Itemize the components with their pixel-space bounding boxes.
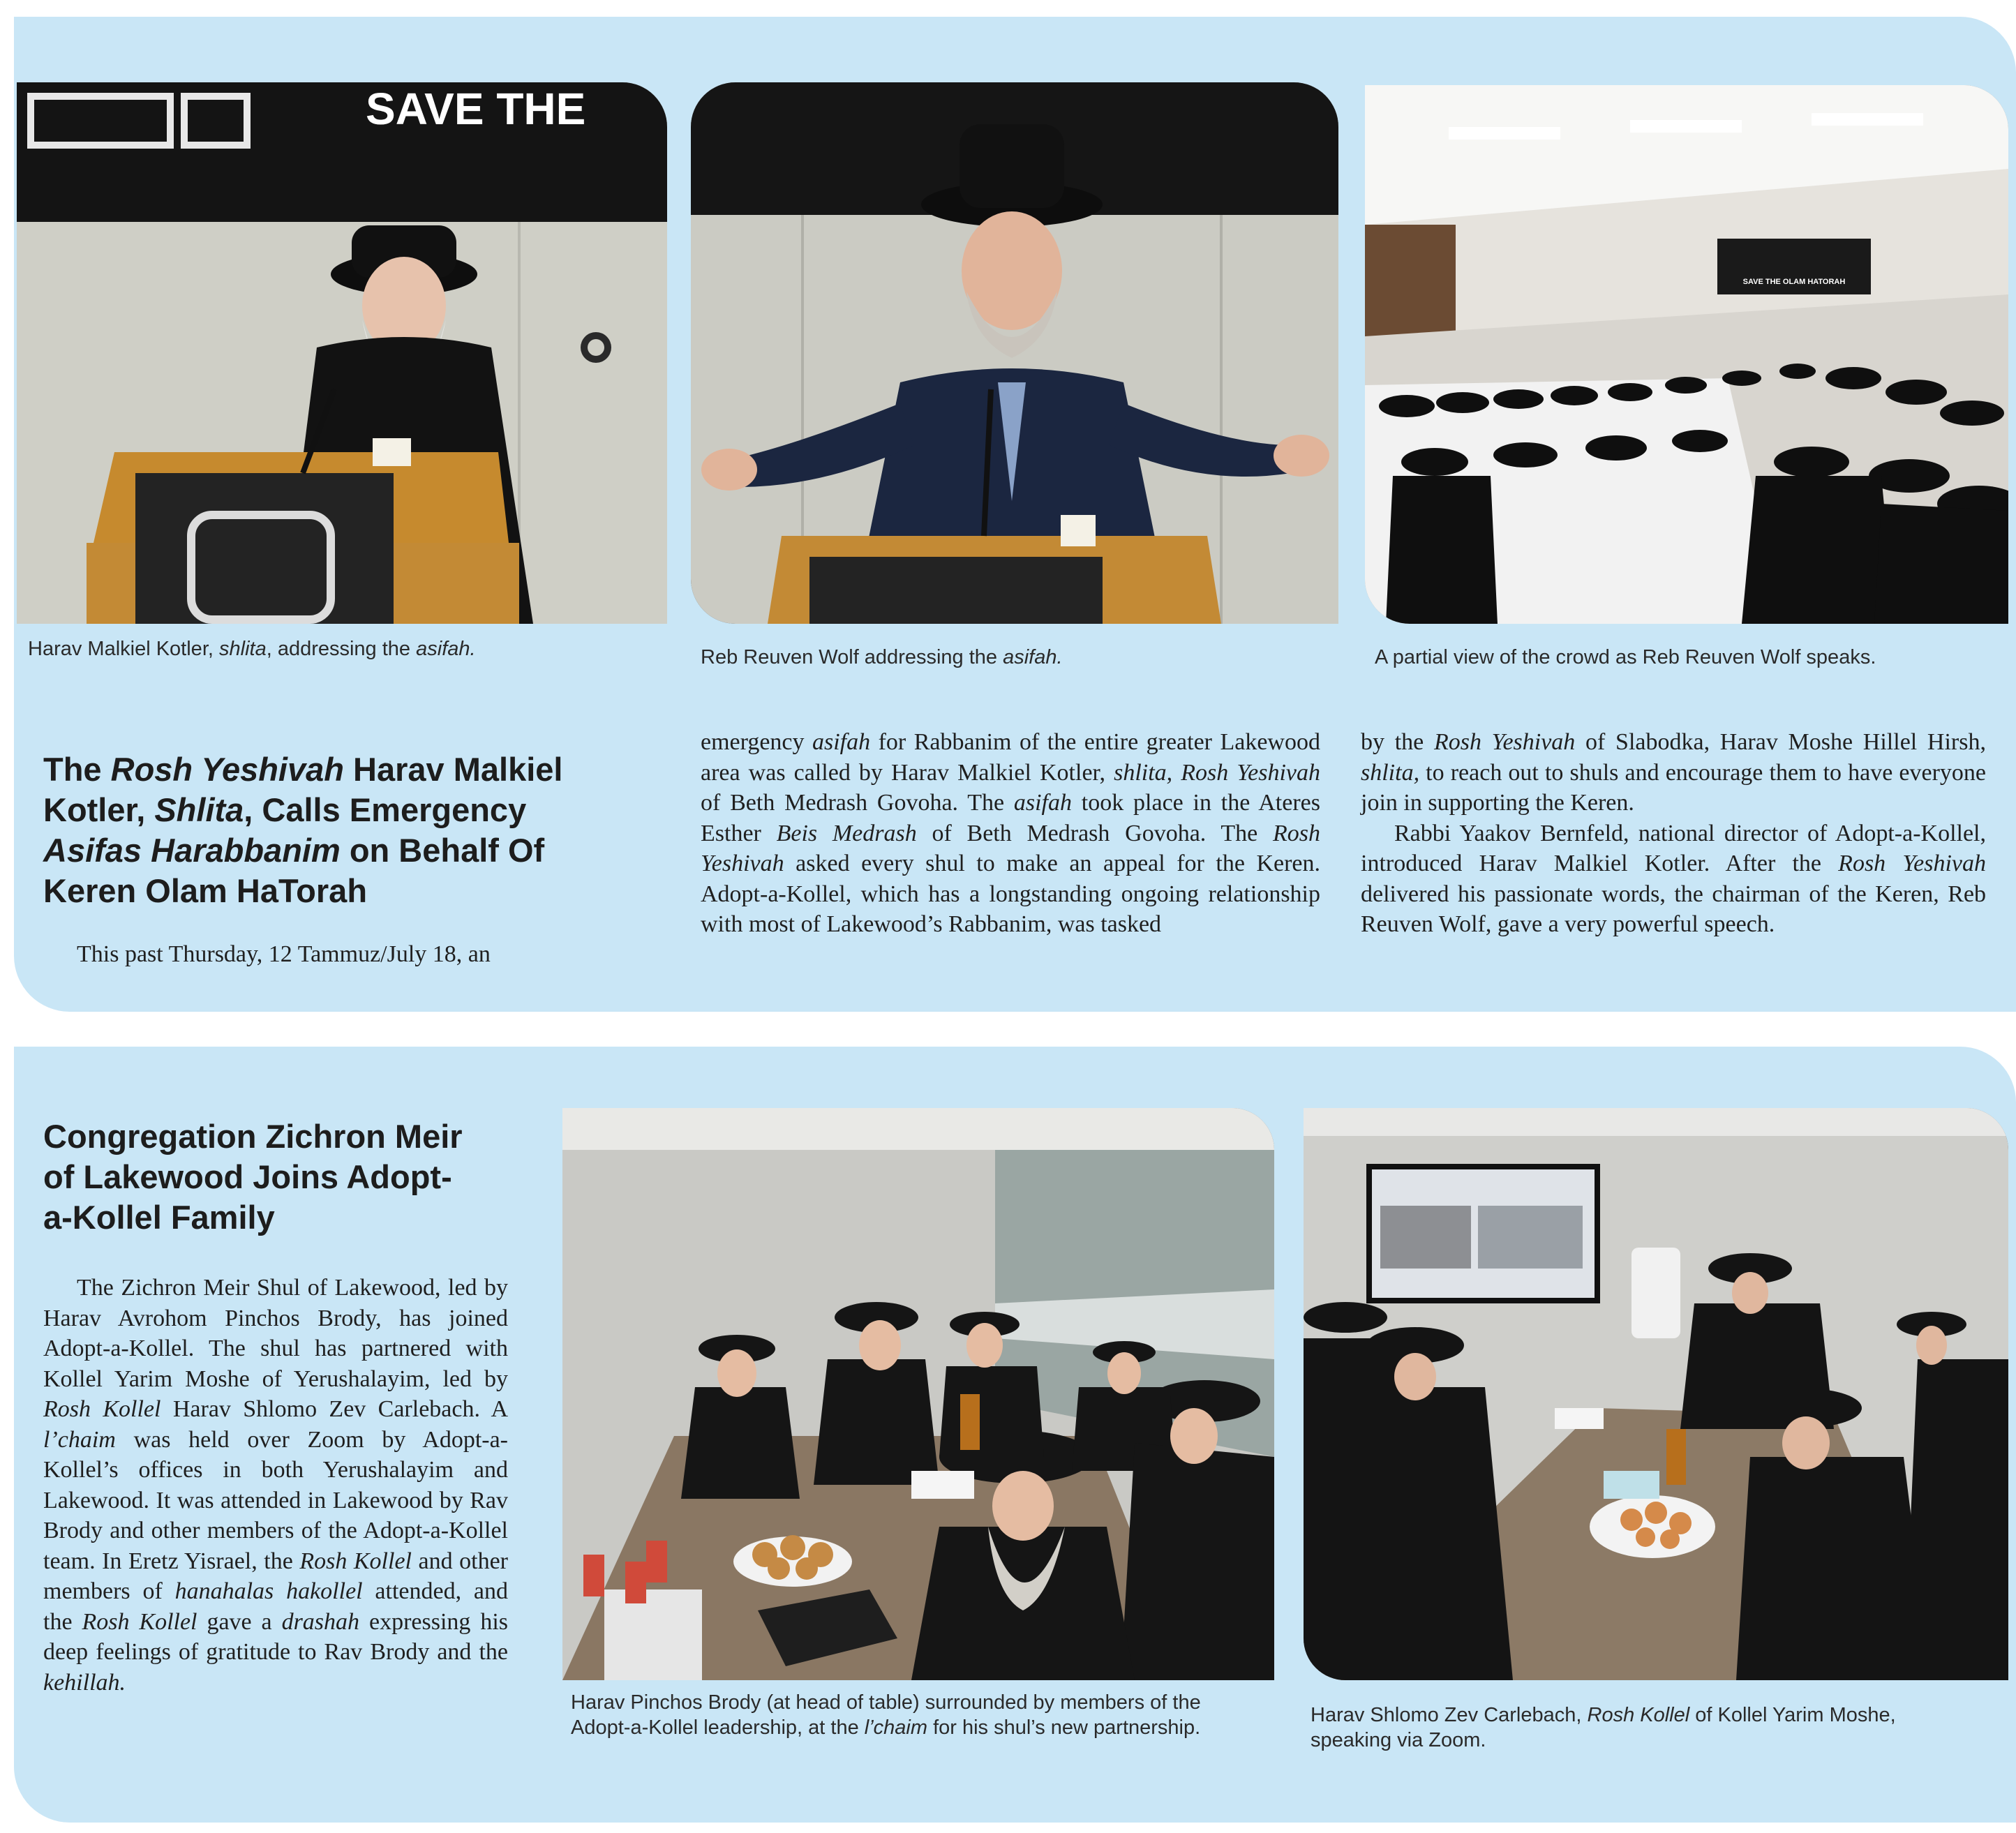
text-run: for his shul’s new partnership. bbox=[927, 1716, 1201, 1739]
photo-crowd bbox=[1365, 85, 2008, 624]
text-run: shlita, bbox=[1361, 759, 1420, 786]
text-run: kehillah. bbox=[43, 1669, 126, 1696]
text-run: Harav Malkiel Kotler, bbox=[43, 751, 563, 828]
caption-brody bbox=[571, 1690, 1241, 1740]
text-run: asifah bbox=[1013, 790, 1072, 816]
text-run: Rosh Kollel bbox=[43, 1396, 161, 1422]
caption-crowd bbox=[1375, 645, 2003, 670]
caption-wolf bbox=[701, 645, 1329, 670]
text-run: by the bbox=[1361, 729, 1434, 755]
text-run: and other members of bbox=[43, 1548, 508, 1604]
bottom-article-para-1 bbox=[43, 1273, 508, 1698]
text-run: Harav Malkiel Kotler, bbox=[28, 638, 219, 660]
text-run: attended, and the bbox=[43, 1578, 508, 1635]
text-run: asifah. bbox=[1003, 646, 1063, 668]
text-run: Rabbi Yaakov Bernfeld, national director of Adopt-a-Kollel, introduced Harav Malkiel Kotler. After the bbox=[1361, 820, 1986, 876]
text-run: of Slabodka, Harav Moshe Hillel Hirsh, bbox=[1575, 729, 1986, 755]
bottom-headline bbox=[43, 1116, 476, 1238]
text-run: Rosh Kollel bbox=[1587, 1704, 1690, 1726]
text-run: Reb Reuven Wolf addressing the bbox=[701, 646, 1003, 668]
text-run: A partial view of the crowd as Reb Reuven Wolf speaks. bbox=[1375, 646, 1876, 668]
text-run: of Beth Medrash Govoha. The bbox=[916, 820, 1273, 846]
text-run: took place in the Ateres Esther bbox=[701, 790, 1320, 846]
banner-text: SAVE THE bbox=[366, 84, 586, 134]
text-run: The Zichron Meir Shul of Lakewood, led by Harav Avrohom Pinchos Brody, has joined Adopt-a-Kollel. The shul has partnered with Kollel Yarim Moshe of Yerushalayim, led by bbox=[43, 1275, 508, 1392]
text-run: Harav Shlomo Zev Carlebach. A bbox=[160, 1396, 509, 1422]
text-run: to reach out to shuls and encourage them to have everyone join in supporting the Keren. bbox=[1361, 759, 1986, 816]
text-run: Asifas Harabbanim bbox=[43, 832, 341, 869]
text-run: Congregation Zichron Meir of Lakewood Joins Adopt-a-Kollel Family bbox=[43, 1118, 463, 1236]
top-article-col-1 bbox=[43, 939, 663, 970]
text-run: shlita, Rosh Yeshivah bbox=[1114, 759, 1320, 786]
caption-zoom bbox=[1311, 1703, 1980, 1753]
text-run: , addressing the bbox=[266, 638, 417, 660]
text-run: expressing his deep feelings of gratitude to Rav Brody and the bbox=[43, 1608, 508, 1665]
text-run: Shlita bbox=[154, 791, 244, 828]
bottom-article-body bbox=[43, 1273, 508, 1698]
text-run: for Rabbanim of the entire greater Lakewood area was called by Harav Malkiel Kotler, bbox=[701, 729, 1320, 786]
caption-kotler bbox=[28, 636, 656, 661]
text-run: on Behalf Of Keren Olam HaTorah bbox=[43, 832, 545, 909]
text-run: Rosh Yeshivah bbox=[1433, 729, 1576, 755]
text-run: hanahalas hakollel bbox=[174, 1578, 363, 1604]
top-article-para-4 bbox=[1361, 818, 1986, 940]
text-run: Rosh Yeshivah bbox=[110, 751, 344, 788]
text-run: l’chaim bbox=[864, 1716, 928, 1739]
text-run: of Beth Medrash Govoha. The bbox=[701, 790, 1014, 816]
text-run: asifah bbox=[812, 729, 871, 755]
text-run: The bbox=[43, 751, 111, 788]
photo-kotler-speaking bbox=[17, 82, 667, 624]
text-run: l’chaim bbox=[43, 1426, 116, 1453]
text-run: drashah bbox=[281, 1608, 360, 1635]
top-article-col-3 bbox=[1361, 727, 1986, 940]
top-headline bbox=[43, 749, 615, 911]
crowd-banner-text: SAVE THE OLAM HATORAH bbox=[1742, 278, 1846, 286]
top-article-para-1 bbox=[43, 939, 663, 970]
text-run: , Calls Emergency bbox=[244, 791, 527, 828]
text-run: This past Thursday, 12 Tammuz/July 18, an bbox=[77, 941, 491, 967]
photo-wolf-speaking bbox=[691, 82, 1338, 624]
text-run: Harav Pinchos Brody (at head of table) surrounded by members of the Adopt-a-Kollel leadership, at the bbox=[571, 1691, 1201, 1739]
text-run: Rosh Kollel bbox=[299, 1548, 412, 1574]
text-run: asifah. bbox=[416, 638, 476, 660]
text-run: Rosh Yeshivah bbox=[1838, 851, 1986, 876]
text-run: gave a bbox=[197, 1608, 282, 1635]
photo-zoom-meeting bbox=[1304, 1108, 2008, 1680]
text-run: was held over Zoom by Adopt-a-Kollel’s offices in both Yerushalayim and Lakewood. It was attended in Lakewood by Rav Brody and other members of the Adopt-a-Kollel team. In Eretz Yisrael, the bbox=[43, 1426, 508, 1574]
top-article-para-3 bbox=[1361, 727, 1986, 818]
text-run: asked every shul to make an appeal for the Keren. Adopt-a-Kollel, which has a longstanding ongoing relationship with most of Lakewood’s Rabbanim, was tasked bbox=[701, 851, 1320, 937]
text-run: Harav Shlomo Zev Carlebach, bbox=[1311, 1704, 1588, 1726]
text-run: of Kollel Yarim Moshe, speaking via Zoom. bbox=[1311, 1704, 1896, 1751]
text-run: emergency bbox=[701, 729, 812, 755]
text-run: Rosh Kollel bbox=[82, 1608, 197, 1635]
top-article-para-2 bbox=[701, 727, 1320, 940]
text-run: shlita bbox=[219, 638, 267, 660]
text-run: Beis Medrash bbox=[776, 820, 917, 846]
photo-brody-table bbox=[562, 1108, 1274, 1680]
text-run: delivered his passionate words, the chairman of the Keren, Reb Reuven Wolf, gave a very powerful speech. bbox=[1361, 881, 1986, 937]
text-run: Rosh Yeshivah bbox=[701, 820, 1320, 876]
top-article-col-2 bbox=[701, 727, 1320, 940]
